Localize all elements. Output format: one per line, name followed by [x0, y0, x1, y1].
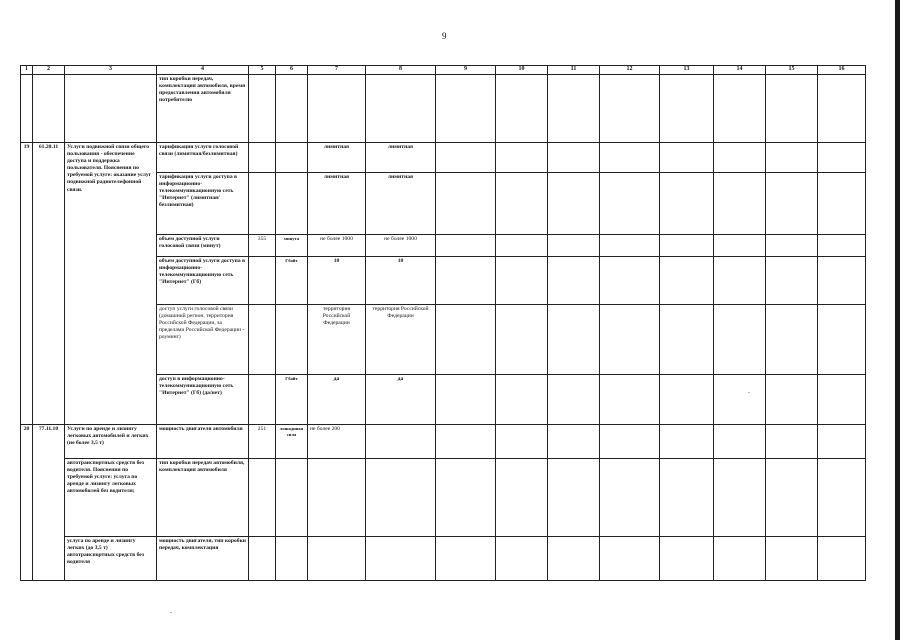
characteristic-cell: тарификация услуги голосовой связи (лимитная/безлимитная) [157, 142, 249, 172]
cell [600, 256, 660, 304]
cell [308, 74, 366, 142]
header-cell: 15 [766, 66, 818, 75]
unit-cell: Гбайт [276, 374, 308, 424]
cell [436, 256, 496, 304]
cell [548, 256, 600, 304]
cell [660, 374, 714, 424]
cell [766, 304, 818, 374]
cell [548, 304, 600, 374]
cell [65, 74, 157, 142]
header-cell: 16 [818, 66, 866, 75]
cell [436, 74, 496, 142]
cell [548, 374, 600, 424]
requirements-table [20, 65, 866, 581]
characteristic-cell: мощность двигателя автомобиля [157, 424, 249, 458]
value-cell: 251 [249, 424, 276, 458]
cell [249, 74, 276, 142]
cell [276, 172, 308, 234]
cell [714, 172, 766, 234]
cell [766, 172, 818, 234]
cell [600, 172, 660, 234]
cell [766, 458, 818, 536]
table-row [21, 458, 866, 536]
cell [496, 424, 548, 458]
cell [714, 234, 766, 256]
cell [308, 458, 366, 536]
value-cell: да [366, 374, 436, 424]
cell [366, 74, 436, 142]
characteristic-cell: доступ в информационно-телекоммуникационную сеть "Интернет" (Гб) (да/нет) [157, 374, 249, 424]
header-row [21, 66, 866, 75]
cell [548, 424, 600, 458]
cell [714, 458, 766, 536]
characteristic-cell: объем доступной услуги доступа в информационно-телекоммуникационную сеть "Интернет" (Гб) [157, 256, 249, 304]
value-cell: территория Российской Федерации [366, 304, 436, 374]
cell [496, 536, 548, 580]
cell [766, 424, 818, 458]
cell [714, 424, 766, 458]
cell [818, 304, 866, 374]
cell [818, 536, 866, 580]
cell [766, 536, 818, 580]
cell [249, 458, 276, 536]
row-number: 20 [21, 424, 33, 580]
characteristic-cell: тип коробки передач автомобиля, комплектация автомобиля [157, 458, 249, 536]
cell [366, 458, 436, 536]
cell [496, 172, 548, 234]
cell [496, 142, 548, 172]
cell [548, 74, 600, 142]
value-cell: не более 1000 [308, 234, 366, 256]
page-number: 9 [442, 31, 447, 41]
header-cell: 7 [308, 66, 366, 75]
header-cell: 4 [157, 66, 249, 75]
cell [496, 74, 548, 142]
cell [818, 256, 866, 304]
scan-speck [748, 392, 750, 393]
cell [436, 142, 496, 172]
cell [660, 74, 714, 142]
cell [714, 536, 766, 580]
okpd-code: 77.11.10 [33, 424, 65, 580]
cell [366, 424, 436, 458]
cell [496, 304, 548, 374]
value-cell: 10 [366, 256, 436, 304]
cell [714, 142, 766, 172]
cell [496, 458, 548, 536]
cell [276, 142, 308, 172]
cell [660, 458, 714, 536]
header-cell: 3 [65, 66, 157, 75]
table-row [21, 142, 866, 172]
cell [600, 424, 660, 458]
unit-cell: минута [276, 234, 308, 256]
service-name: Услуги по аренде и лизингу легковых автомобилей и легких (не более 3,5 т) [65, 424, 157, 458]
cell [436, 234, 496, 256]
cell [660, 256, 714, 304]
header-cell: 6 [276, 66, 308, 75]
cell [366, 536, 436, 580]
cell [548, 172, 600, 234]
cell [600, 458, 660, 536]
value-cell: да [308, 374, 366, 424]
characteristic-cell: тарификация услуги доступа в информационно-телекоммуникационную сеть "Интернет" (лимитная/безлимитная) [157, 172, 249, 234]
cell [660, 304, 714, 374]
cell [714, 256, 766, 304]
unit-cell: лошадиная сила [276, 424, 308, 458]
scan-edge-bar [895, 0, 900, 640]
cell [276, 458, 308, 536]
characteristic-cell: тип коробки передач, комплектация автомобиля, время предоставления автомобиля потребителю [157, 74, 249, 142]
cell [276, 304, 308, 374]
cell [249, 142, 276, 172]
cell [436, 458, 496, 536]
cell [496, 374, 548, 424]
cell [660, 142, 714, 172]
cell [436, 374, 496, 424]
cell [249, 256, 276, 304]
header-cell: 11 [548, 66, 600, 75]
value-cell: не более 200 [308, 424, 366, 458]
cell [600, 234, 660, 256]
cell [600, 304, 660, 374]
cell [496, 234, 548, 256]
header-cell: 10 [496, 66, 548, 75]
cell [308, 536, 366, 580]
cell [276, 536, 308, 580]
characteristic-cell: доступ услуги голосовой связи (домашний регион, территория Российской Федерации, за пределами Российской Федерации - роуминг) [157, 304, 249, 374]
table-row [21, 74, 866, 142]
cell [436, 424, 496, 458]
cell [548, 142, 600, 172]
value-cell: 10 [308, 256, 366, 304]
cell [600, 536, 660, 580]
header-cell: 12 [600, 66, 660, 75]
cell [818, 374, 866, 424]
value-cell: лимитная [366, 142, 436, 172]
header-cell: 1 [21, 66, 33, 75]
cell [548, 536, 600, 580]
cell [818, 424, 866, 458]
cell [249, 536, 276, 580]
cell [766, 234, 818, 256]
cell [818, 142, 866, 172]
header-cell: 9 [436, 66, 496, 75]
cell [276, 74, 308, 142]
header-cell: 8 [366, 66, 436, 75]
cell [660, 424, 714, 458]
cell [714, 304, 766, 374]
table-row [21, 536, 866, 580]
table-row [21, 424, 866, 458]
service-name: Услуги подвижной связи общего пользования - обеспечение доступа и поддержка пользователя. Пояснения по требуемой услуге: оказание услуг подвижной радиотелефонной связи. [65, 142, 157, 424]
cell [436, 172, 496, 234]
cell [548, 458, 600, 536]
value-cell: 355 [249, 234, 276, 256]
unit-cell: Гбайт [276, 256, 308, 304]
cell [766, 374, 818, 424]
service-name: услуга по аренде и лизингу легких (до 3,5 т) автотранспортных средств без водителя [65, 536, 157, 580]
cell [436, 536, 496, 580]
header-cell: 5 [249, 66, 276, 75]
cell [600, 374, 660, 424]
cell [766, 142, 818, 172]
cell [818, 74, 866, 142]
cell [548, 234, 600, 256]
cell [21, 74, 33, 142]
cell [660, 172, 714, 234]
cell [766, 256, 818, 304]
value-cell: лимитная [308, 172, 366, 234]
cell [714, 74, 766, 142]
value-cell: территория Российской Федерации [308, 304, 366, 374]
header-cell: 13 [660, 66, 714, 75]
cell [766, 74, 818, 142]
cell [496, 256, 548, 304]
cell [33, 74, 65, 142]
value-cell: лимитная [366, 172, 436, 234]
characteristic-cell: мощность двигателя, тип коробки передач, комплектация [157, 536, 249, 580]
cell [600, 142, 660, 172]
cell [436, 304, 496, 374]
value-cell: лимитная [308, 142, 366, 172]
row-number: 19 [21, 142, 33, 424]
cell [818, 172, 866, 234]
okpd-code: 61.20.11 [33, 142, 65, 424]
cell [660, 234, 714, 256]
characteristic-cell: объем доступной услуги голосовой связи (минут) [157, 234, 249, 256]
value-cell: не более 1000 [366, 234, 436, 256]
cell [249, 304, 276, 374]
header-cell: 14 [714, 66, 766, 75]
cell [818, 234, 866, 256]
cell [249, 172, 276, 234]
header-cell: 2 [33, 66, 65, 75]
service-name: автотранспортных средств без водителя. Пояснения по требуемой услуге: услуга по аренде и лизингу легковых автомобилей без водителя; [65, 458, 157, 536]
cell [714, 374, 766, 424]
cell [600, 74, 660, 142]
cell [818, 458, 866, 536]
cell [249, 374, 276, 424]
scan-speck [170, 612, 172, 613]
cell [660, 536, 714, 580]
